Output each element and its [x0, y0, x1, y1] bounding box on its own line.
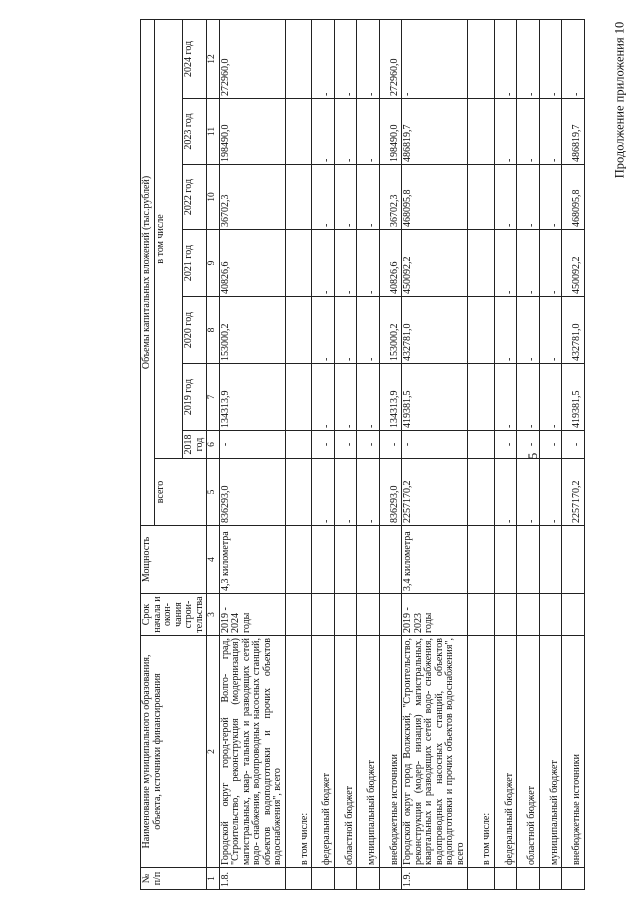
row-term [285, 594, 312, 636]
row-value: - [517, 459, 540, 526]
row-term [562, 594, 585, 636]
row-name: федеральный бюджет [312, 636, 335, 868]
row-value: 153000,2 [219, 297, 285, 364]
row-value: - [334, 364, 357, 431]
column-number: 11 [207, 99, 220, 165]
row-value: - [357, 19, 380, 98]
row-value: 419381,5 [402, 364, 468, 431]
row-number [285, 868, 312, 890]
row-value [285, 431, 312, 459]
column-number: 3 [207, 594, 220, 636]
row-name: Городской округ город Волжский, "Строительство, реконструкция (модер- низация) магистральных, квартальных и разводящих сетей водо- снабжения, водопроводных насосных станций, объектов водоподготовки и прочих объектов водоснабжения", всего [402, 636, 468, 868]
row-value [468, 459, 495, 526]
row-value [468, 19, 495, 98]
row-value: - [334, 19, 357, 98]
row-term: 2019 - 2023 годы [402, 594, 468, 636]
row-name: в том числе: [468, 636, 495, 868]
row-value: 40826,6 [219, 230, 285, 297]
row-value: 134313,9 [379, 364, 402, 431]
row-value: 153000,2 [379, 297, 402, 364]
row-value: - [539, 99, 562, 165]
row-capacity [379, 526, 402, 594]
row-name: федеральный бюджет [494, 636, 517, 868]
row-capacity [357, 526, 380, 594]
row-value: - [334, 99, 357, 165]
row-name: в том числе: [285, 636, 312, 868]
row-value: 36702,3 [379, 165, 402, 230]
appendix-caption: Продолжение приложения 10 [612, 21, 627, 179]
row-value: - [562, 431, 585, 459]
column-number-row [207, 19, 220, 889]
row-number [334, 868, 357, 890]
row-value: - [517, 364, 540, 431]
column-number: 2 [207, 636, 220, 868]
row-value: - [357, 431, 380, 459]
row-value: - [334, 165, 357, 230]
row-name: Городской округ город-герой Волго- град, "Строительство, реконструкция (модернизация) магистральных, квар- тальных и разводящих сетей водо- снабжения, водопроводных насосных станций, объектов водоподготовки и прочих объектов водоснабжения", всего [219, 636, 285, 868]
row-value: - [562, 19, 585, 98]
row-value: 40826,6 [379, 230, 402, 297]
column-number: 6 [207, 431, 220, 459]
row-term [334, 594, 357, 636]
row-value: - [334, 297, 357, 364]
row-value: 432781,0 [562, 297, 585, 364]
row-capacity [468, 526, 495, 594]
row-capacity [539, 526, 562, 594]
row-value [468, 99, 495, 165]
row-capacity [494, 526, 517, 594]
row-value: - [517, 230, 540, 297]
row-value: - [357, 364, 380, 431]
row-value: - [539, 459, 562, 526]
row-value: 2257170,2 [402, 459, 468, 526]
row-name: внебюджетные источники [562, 636, 585, 868]
row-number [517, 868, 540, 890]
row-value: - [357, 297, 380, 364]
row-value: - [539, 364, 562, 431]
row-term [379, 594, 402, 636]
table-row [285, 19, 312, 889]
table-row [379, 19, 402, 889]
row-value [285, 297, 312, 364]
row-value: - [517, 19, 540, 98]
header-term: Срок начала и окон- чания строи- тельства [141, 594, 207, 636]
table-row [494, 19, 517, 889]
row-value: - [357, 165, 380, 230]
table-row [334, 19, 357, 889]
row-value [468, 364, 495, 431]
header-year: 2024 год [183, 19, 207, 98]
header-capacity: Мощность [141, 526, 207, 594]
row-value: - [494, 431, 517, 459]
row-term [539, 594, 562, 636]
row-term [494, 594, 517, 636]
row-value: - [312, 99, 335, 165]
column-number: 12 [207, 19, 220, 98]
row-value: - [517, 165, 540, 230]
header-year: 2021 год [183, 230, 207, 297]
row-number [357, 868, 380, 890]
table-row [312, 19, 335, 889]
row-value [285, 165, 312, 230]
row-value: - [312, 297, 335, 364]
header-no: № п/п [141, 868, 207, 890]
row-value [468, 230, 495, 297]
row-value: - [357, 459, 380, 526]
row-value: - [494, 165, 517, 230]
row-capacity [562, 526, 585, 594]
header-year: 2019 год [183, 364, 207, 431]
row-capacity [334, 526, 357, 594]
row-value: 198490,0 [379, 99, 402, 165]
table-row [468, 19, 495, 889]
row-value: 198490,0 [219, 99, 285, 165]
row-value [285, 459, 312, 526]
row-value [468, 431, 495, 459]
row-value: - [334, 459, 357, 526]
row-value: 836293,0 [379, 459, 402, 526]
table-row [539, 19, 562, 889]
row-value: 36702,3 [219, 165, 285, 230]
column-number: 1 [207, 868, 220, 890]
row-value: - [334, 230, 357, 297]
row-term [312, 594, 335, 636]
column-number: 4 [207, 526, 220, 594]
row-value: 272960,0 [379, 19, 402, 98]
row-value: 134313,9 [219, 364, 285, 431]
row-value: - [312, 165, 335, 230]
column-number: 7 [207, 364, 220, 431]
row-value [285, 99, 312, 165]
row-value: 468095,8 [402, 165, 468, 230]
row-value: 2257170,2 [562, 459, 585, 526]
row-number [494, 868, 517, 890]
row-value: - [312, 19, 335, 98]
row-value: - [539, 297, 562, 364]
row-value: - [517, 99, 540, 165]
column-number: 9 [207, 230, 220, 297]
row-value: 419381,5 [562, 364, 585, 431]
row-value: - [539, 165, 562, 230]
row-value: - [312, 459, 335, 526]
header-year: 2023 год [183, 99, 207, 165]
row-name: муниципальный бюджет [357, 636, 380, 868]
row-name: областной бюджет [517, 636, 540, 868]
row-number: 1.9. [402, 868, 468, 890]
row-value: 836293,0 [219, 459, 285, 526]
header-volumes: Объемы капитальных вложений (тыс.рублей) [141, 19, 155, 525]
row-capacity [285, 526, 312, 594]
row-value: - [402, 19, 468, 98]
row-value [468, 297, 495, 364]
row-value [285, 230, 312, 297]
row-value: 486819,7 [402, 99, 468, 165]
row-name: муниципальный бюджет [539, 636, 562, 868]
row-value: - [517, 297, 540, 364]
row-term [357, 594, 380, 636]
column-number: 10 [207, 165, 220, 230]
row-value: 272960,0 [219, 19, 285, 98]
row-value: - [402, 431, 468, 459]
row-number [468, 868, 495, 890]
header-incl: в том числе [154, 19, 183, 458]
table-body [219, 19, 584, 889]
row-value: - [357, 99, 380, 165]
row-value [285, 364, 312, 431]
row-capacity [312, 526, 335, 594]
page-number: 5 [525, 452, 540, 460]
row-value: 432781,0 [402, 297, 468, 364]
row-capacity: 3,4 километра [402, 526, 468, 594]
header-year: 2020 год [183, 297, 207, 364]
row-value: - [539, 431, 562, 459]
row-name: внебюджетные источники [379, 636, 402, 868]
header-name: Наименование муниципального образования, объекта, источники финансирования [141, 636, 207, 868]
row-number [562, 868, 585, 890]
row-term [517, 594, 540, 636]
table-row [357, 19, 380, 889]
table-row [517, 19, 540, 889]
header-total: всего [154, 459, 207, 526]
row-number [379, 868, 402, 890]
row-capacity: 4,3 километра [219, 526, 285, 594]
capital-investment-table [140, 19, 585, 890]
row-value [468, 165, 495, 230]
row-term [468, 594, 495, 636]
row-value: - [494, 230, 517, 297]
row-number: 1.8. [219, 868, 285, 890]
header-year: 2022 год [183, 165, 207, 230]
row-value: - [539, 230, 562, 297]
row-value: - [312, 431, 335, 459]
rotated-table-wrapper [140, 20, 630, 890]
row-value: - [494, 364, 517, 431]
header-year: 2018 год [183, 431, 207, 459]
row-value: - [357, 230, 380, 297]
row-value: - [494, 99, 517, 165]
row-value: 450092,2 [562, 230, 585, 297]
column-number: 8 [207, 297, 220, 364]
row-value: - [494, 297, 517, 364]
row-value: - [312, 230, 335, 297]
row-value: - [219, 431, 285, 459]
row-name: областной бюджет [334, 636, 357, 868]
row-number [539, 868, 562, 890]
row-value: - [334, 431, 357, 459]
row-value: - [517, 431, 540, 459]
column-number: 5 [207, 459, 220, 526]
table-row [402, 19, 468, 889]
row-term: 2019 - 2024 годы [219, 594, 285, 636]
table-row [219, 19, 285, 889]
row-value: 450092,2 [402, 230, 468, 297]
row-capacity [517, 526, 540, 594]
row-value: - [379, 431, 402, 459]
row-number [312, 868, 335, 890]
row-value: - [494, 19, 517, 98]
row-value: - [312, 364, 335, 431]
header-row-1 [141, 19, 155, 889]
row-value: 486819,7 [562, 99, 585, 165]
row-value: - [539, 19, 562, 98]
row-value: 468095,8 [562, 165, 585, 230]
table-row [562, 19, 585, 889]
row-value: - [494, 459, 517, 526]
row-value [285, 19, 312, 98]
